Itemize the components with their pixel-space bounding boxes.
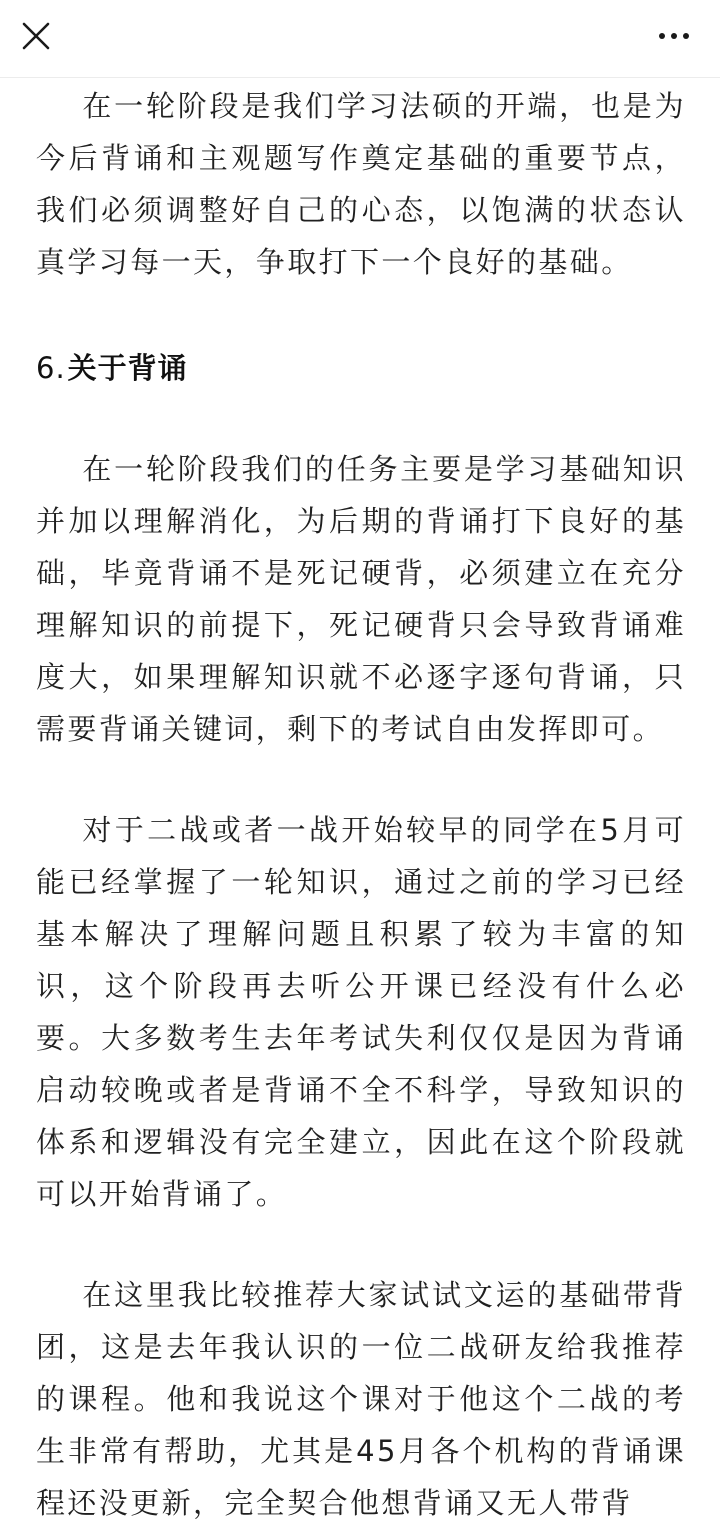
close-button[interactable] xyxy=(14,14,58,58)
article-body xyxy=(36,78,686,1520)
section-heading xyxy=(36,342,686,394)
more-options-button[interactable] xyxy=(652,14,696,58)
more-horizontal-icon xyxy=(652,14,696,58)
paragraph-second-attempt: 对于二战或者一战开始较早的同学在5月可能已经掌握了一轮知识，通过之前的学习已经基本解决了理解问题且积累了较为丰富的知识，这个阶段再去听公开课已经没有什么必要。大多数考生去年考试失利仅仅是因为背诵启动较晚或者是背诵不全不科学，导致知识的体系和逻辑没有完全建立，因此在这个阶段就可以开始背诵了。 xyxy=(36,813,686,1211)
section-number: 6. xyxy=(36,351,66,385)
section-title: 关于背诵 xyxy=(67,351,188,385)
paragraph-recommendation: 在这里我比较推荐大家试试文运的基础带背团，这是去年我认识的一位二战研友给我推荐的课程。他和我说这个课对于他这个二战的考生非常有帮助，尤其是45月各个机构的背诵课程还没更新，完全契合他想背诵又无人带背 xyxy=(36,1278,686,1520)
top-navigation-bar xyxy=(0,0,720,78)
paragraph-recitation-basics: 在一轮阶段我们的任务主要是学习基础知识并加以理解消化，为后期的背诵打下良好的基础，毕竟背诵不是死记硬背，必须建立在充分理解知识的前提下，死记硬背只会导致背诵难度大，如果理解知识就不必逐字逐句背诵，只需要背诵关键词，剩下的考试自由发挥即可。 xyxy=(36,452,686,746)
paragraph-intro: 在一轮阶段是我们学习法硕的开端，也是为今后背诵和主观题写作奠定基础的重要节点，我们必须调整好自己的心态，以饱满的状态认真学习每一天，争取打下一个良好的基础。 xyxy=(36,89,686,279)
close-icon xyxy=(14,14,58,58)
